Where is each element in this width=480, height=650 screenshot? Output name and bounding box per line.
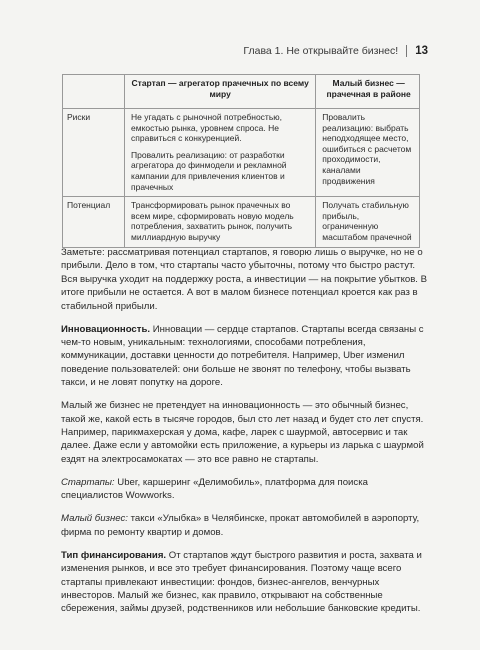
table-header-empty xyxy=(63,75,125,109)
startup-examples-lead: Стартапы: xyxy=(61,476,115,488)
paragraph-innovation xyxy=(61,323,431,390)
paragraph-startup-examples xyxy=(61,476,431,503)
row-label-risks: Риски xyxy=(63,109,125,197)
financing-lead: Тип финансирования. xyxy=(61,549,167,561)
row-label-potential: Потенциал xyxy=(63,197,125,247)
innovation-lead: Инновационность. xyxy=(61,323,151,335)
paragraph-small-examples xyxy=(61,512,431,539)
paragraph-financing xyxy=(61,549,431,616)
startup-examples-text: Uber, каршеринг «Делимобиль», платформа для поиска специалистов Wowworks. xyxy=(61,476,368,502)
innovation-text: Инновации — сердце стартапов. Стартапы всегда связаны с чем-то новым, уникальным: технологиями, способами потребления, коммуникации, доставки ценности до потребителя. Например, Uber изменил поведение пользователей: они больше не звонят по телефону, чтобы вызвать такси, и не ловят попутку на дороге. xyxy=(61,323,424,389)
small-examples-lead: Малый бизнес: xyxy=(61,513,128,525)
cell-startup-potential: Трансформировать рынок прачечных во всем мире, сформировать новую модель потребления, захватить рынок, получить миллиардную выручку xyxy=(125,197,316,247)
page-number: 13 xyxy=(415,45,428,57)
comparison-table xyxy=(62,74,420,248)
cell-small-potential: Получать стабильную прибыль, ограниченную масштабом прачечной xyxy=(316,197,420,247)
table-row-potential xyxy=(63,197,420,247)
cell-startup-risks-text-2: Провалить реализацию: от разработки агрегатора до финмодели и рекламной кампании для привлечения клиентов и прачечных xyxy=(131,149,287,192)
table-header-row xyxy=(63,75,420,109)
cell-startup-risks xyxy=(125,109,316,197)
table-row-risks xyxy=(63,109,420,197)
cell-small-risks: Провалить реализацию: выбрать неподходящее место, ошибиться с расчетом проходимости, каналами продвижения xyxy=(316,109,420,197)
small-examples-text: такси «Улыбка» в Челябинске, прокат автомобилей в аэропорту, фирма по ремонту квартир и домов. xyxy=(61,513,420,538)
table-header-small-business: Малый бизнес — прачечная в районе xyxy=(316,75,420,109)
header-divider xyxy=(406,45,407,57)
cell-startup-risks-text-1: Не угадать с рыночной потребностью, емкостью рынка, уровнем спроса. Не справиться с конкуренцией. xyxy=(131,112,282,144)
body-text xyxy=(61,246,431,625)
chapter-title: Глава 1. Не открывайте бизнес! xyxy=(243,45,399,57)
paragraph-small-business: Малый же бизнес не претендует на инновационность — это обычный бизнес, такой же, какой есть в тысяче городов, был сто лет назад и будет сто лет спустя. Например, парикмахерская у дома, кафе, ларек с шаурмой, автосервис и так далее. Даже если у автомойки есть приложение, а курьеры из ларька с шаурмой ездят на электросамокатах — это все равно не стартапы. xyxy=(61,400,424,465)
table-header-startup: Стартап — агрегатор прачечных по всему миру xyxy=(125,75,316,109)
financing-text: От стартапов ждут быстрого развития и роста, захвата и изменения рынков, и все это требует финансирования. Поэтому чаще всего стартапы привлекают инвестиции: фондов, бизнес-ангелов, венчурных инвесторов. Малый же бизнес, как правило, открывают на собственные сбережения, займы друзей, родственников или небольшие банковские кредиты. xyxy=(61,549,422,615)
paragraph-revenue-note: Заметьте: рассматривая потенциал стартапов, я говорю лишь о выручке, но не о прибыли. Дело в том, что стартапы часто убыточны, потому что быстро растут. Вся выручка уходит на поддержку роста, а инвестиции — на покрытие убытков. В итоге прибыли не остается. А вот в малом бизнесе потенциал кроется как раз в стабильной прибыли. xyxy=(61,247,428,312)
running-header xyxy=(243,45,428,57)
